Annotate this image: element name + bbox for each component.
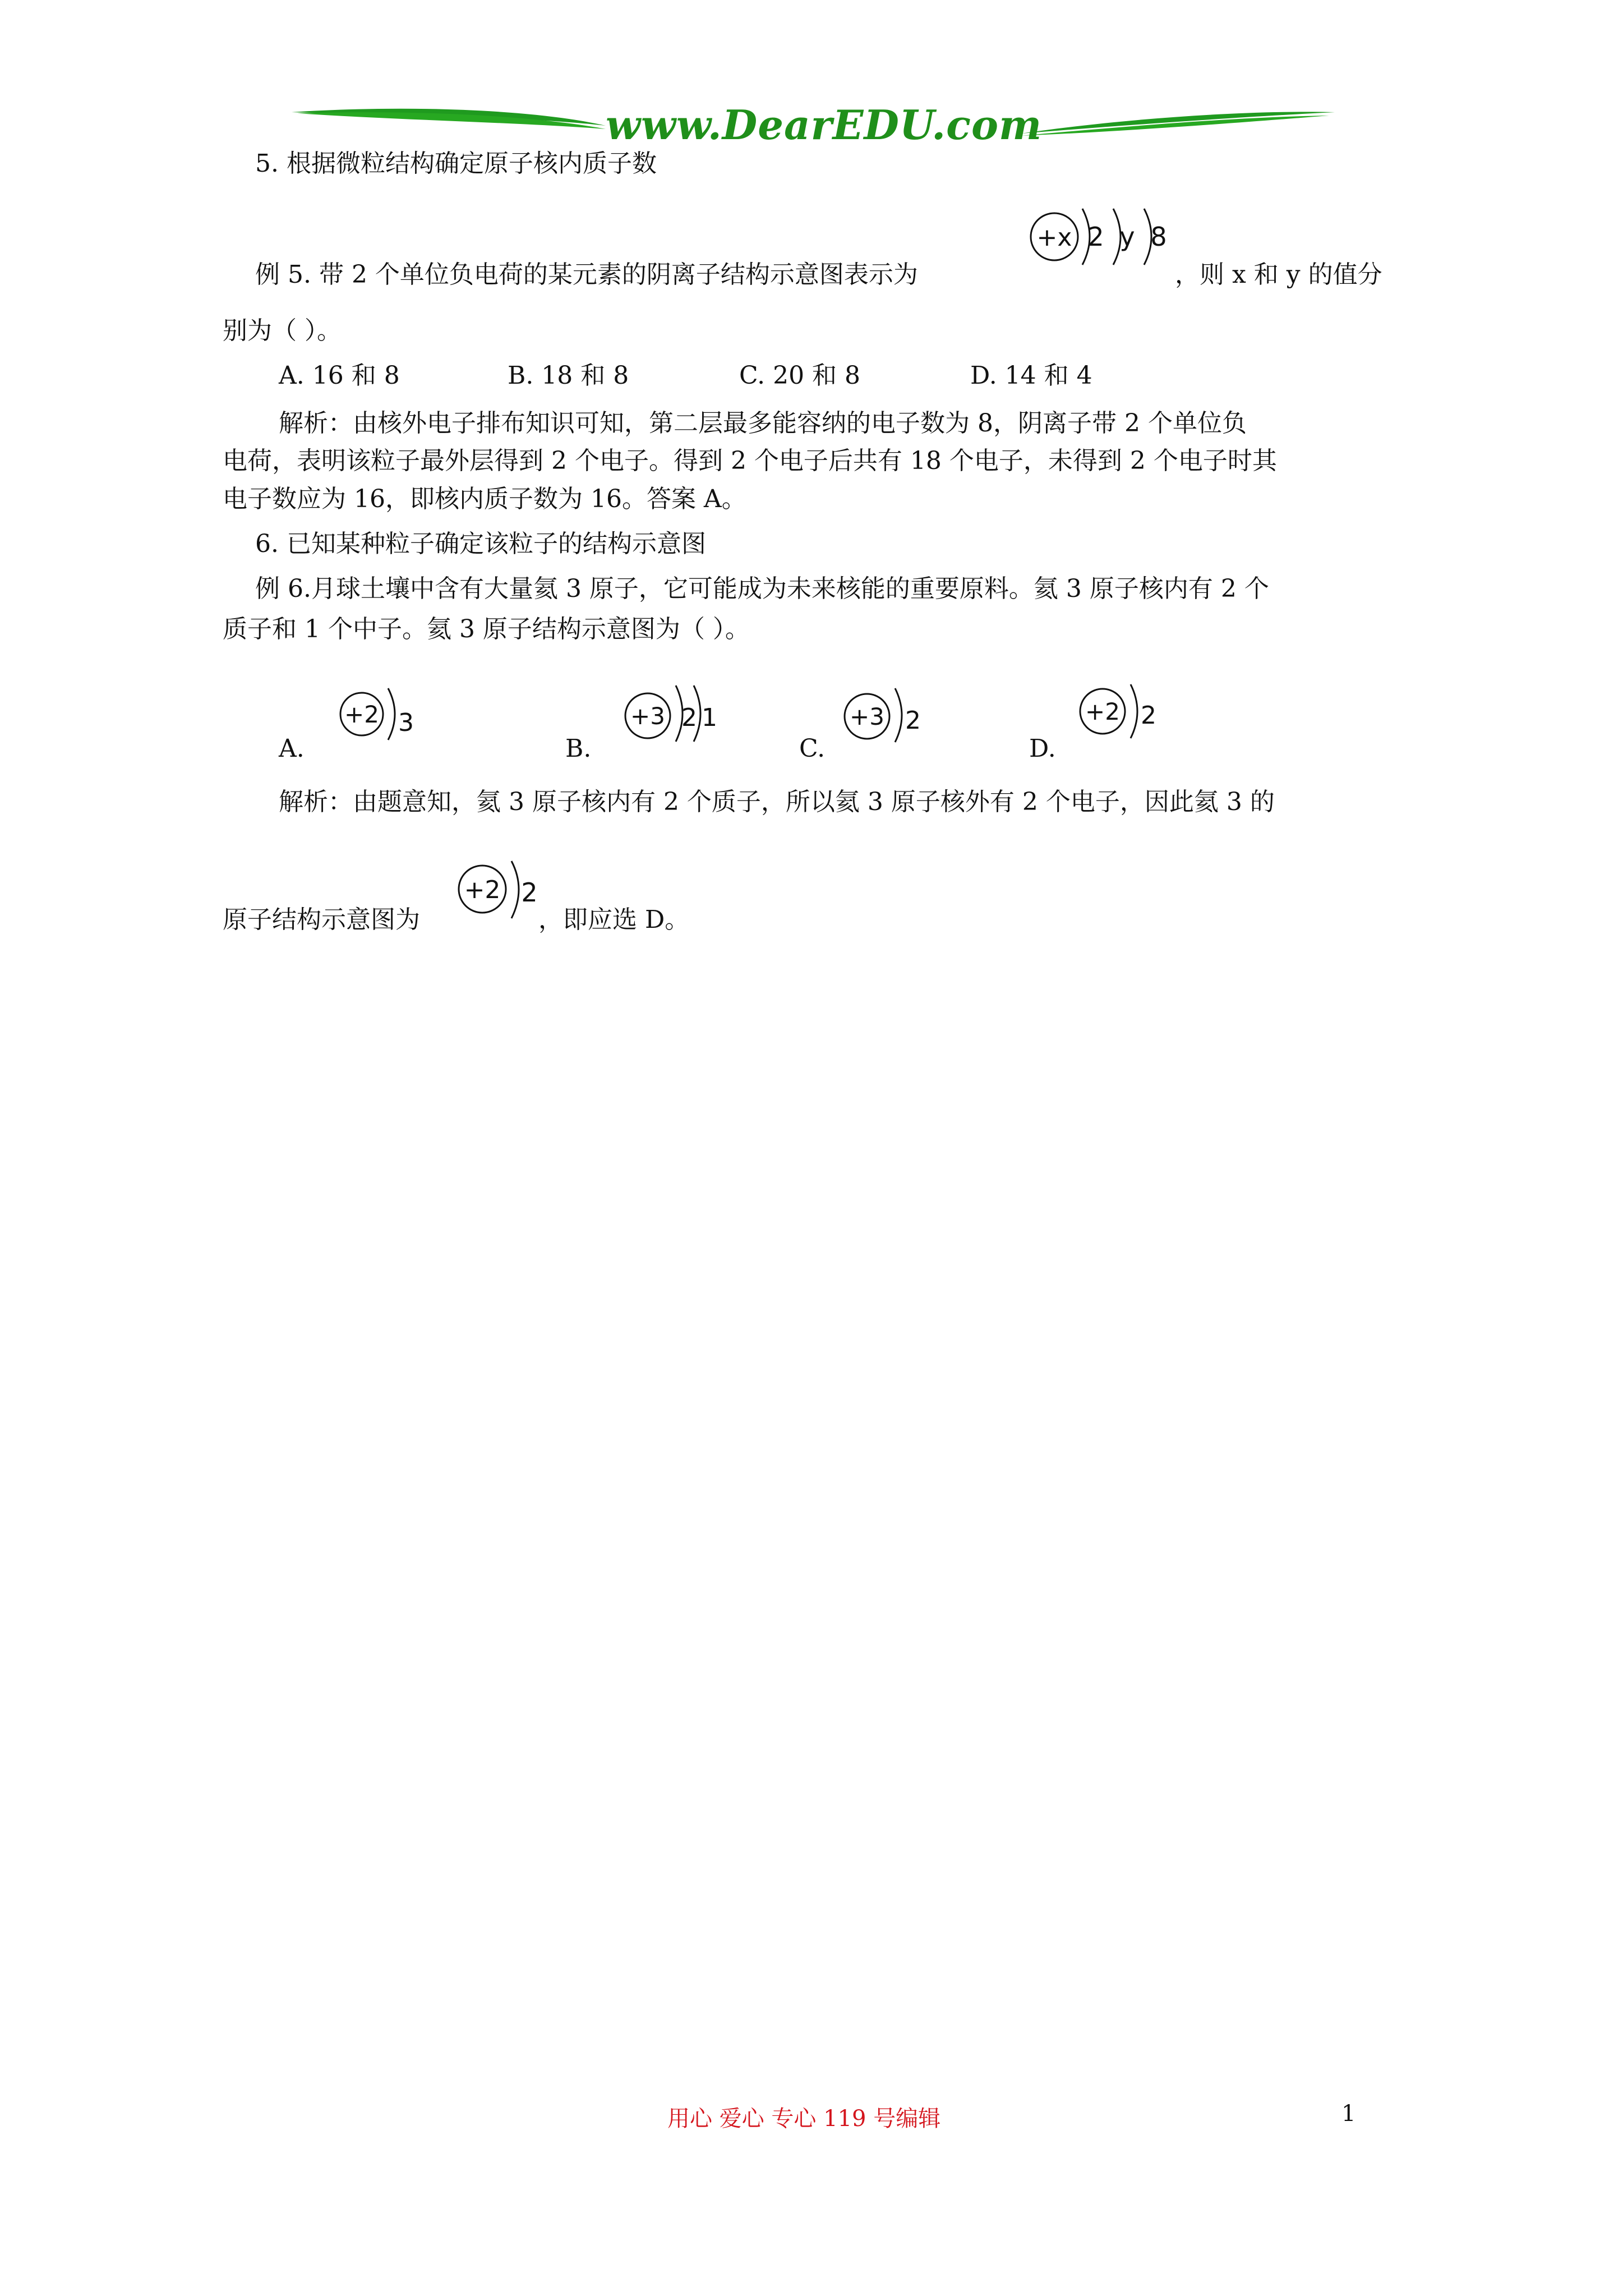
svg-text:2: 2 bbox=[905, 706, 921, 735]
option-6-d-label: D. bbox=[1029, 734, 1056, 763]
svg-text:+2: +2 bbox=[1085, 698, 1120, 725]
example-6-line2: 质子和 1 个中子。氦 3 原子结构示意图为（ ）。 bbox=[223, 615, 750, 643]
section-5-title: 5. 根据微粒结构确定原子核内质子数 bbox=[255, 149, 657, 178]
diagram-shell-3: 8 bbox=[1150, 222, 1167, 252]
analysis-6-line1: 解析：由题意知，氦 3 原子核内有 2 个质子，所以氦 3 原子核外有 2 个电子，因此氦 3 的 bbox=[279, 788, 1275, 816]
svg-text:2: 2 bbox=[521, 877, 538, 908]
analysis-5-line3: 电子数应为 16，即核内质子数为 16。答案 A。 bbox=[223, 485, 746, 513]
example-5-prefix: 例 5. 带 2 个单位负电荷的某元素的阴离子结构示意图表示为 bbox=[255, 260, 918, 289]
page-number: 1 bbox=[1341, 2101, 1356, 2127]
example-5-line2: 别为（ ）。 bbox=[223, 316, 342, 345]
option-6-b-diagram bbox=[620, 679, 754, 754]
example-5-suffix: ，则 x 和 y 的值分 bbox=[1175, 260, 1382, 289]
site-logo-text: www.DearEDU.com bbox=[606, 101, 1043, 149]
option-5-d: D. 14 和 4 bbox=[970, 361, 1092, 390]
svg-text:1: 1 bbox=[702, 703, 717, 732]
analysis-6-suffix: ，即应选 D。 bbox=[538, 905, 690, 934]
option-5-b: B. 18 和 8 bbox=[508, 361, 629, 390]
option-6-d-diagram bbox=[1077, 679, 1189, 754]
svg-text:+2: +2 bbox=[344, 701, 379, 728]
option-6-c-diagram bbox=[841, 682, 953, 757]
example-6-line1: 例 6.月球土壤中含有大量氦 3 原子，它可能成为未来核能的重要原料。氦 3 原子核内有 2 个 bbox=[255, 574, 1269, 603]
anion-structure-diagram bbox=[1026, 202, 1195, 288]
option-6-c-label: C. bbox=[799, 734, 826, 763]
option-6-a-diagram bbox=[336, 682, 449, 757]
svg-text:+3: +3 bbox=[630, 702, 665, 730]
footer-editor-note: 用心 爱心 专心 119 号编辑 bbox=[667, 2106, 941, 2132]
svg-text:+3: +3 bbox=[850, 703, 884, 730]
analysis-5-line2: 电荷，表明该粒子最外层得到 2 个电子。得到 2 个电子后共有 18 个电子，未得到 2 个电子时其 bbox=[223, 447, 1277, 475]
section-6-title: 6. 已知某种粒子确定该粒子的结构示意图 bbox=[255, 530, 706, 558]
option-6-a-label: A. bbox=[279, 734, 305, 763]
diagram-shell-1: 2 bbox=[1087, 222, 1104, 252]
diagram-nucleus: +x bbox=[1036, 223, 1072, 252]
option-5-c: C. 20 和 8 bbox=[739, 361, 861, 390]
analysis-5-line1: 解析：由核外电子排布知识可知，第二层最多能容纳的电子数为 8，阴离子带 2 个单位负 bbox=[279, 409, 1247, 438]
diagram-shell-2: y bbox=[1119, 222, 1135, 252]
svg-text:2: 2 bbox=[1141, 701, 1156, 730]
header-banner bbox=[292, 100, 1335, 150]
svg-text:2: 2 bbox=[681, 703, 697, 732]
analysis-6-prefix: 原子结构示意图为 bbox=[223, 905, 420, 934]
svg-text:+2: +2 bbox=[464, 876, 501, 904]
option-6-b-label: B. bbox=[565, 734, 592, 763]
svg-text:3: 3 bbox=[398, 708, 414, 737]
option-5-a: A. 16 和 8 bbox=[279, 361, 400, 390]
